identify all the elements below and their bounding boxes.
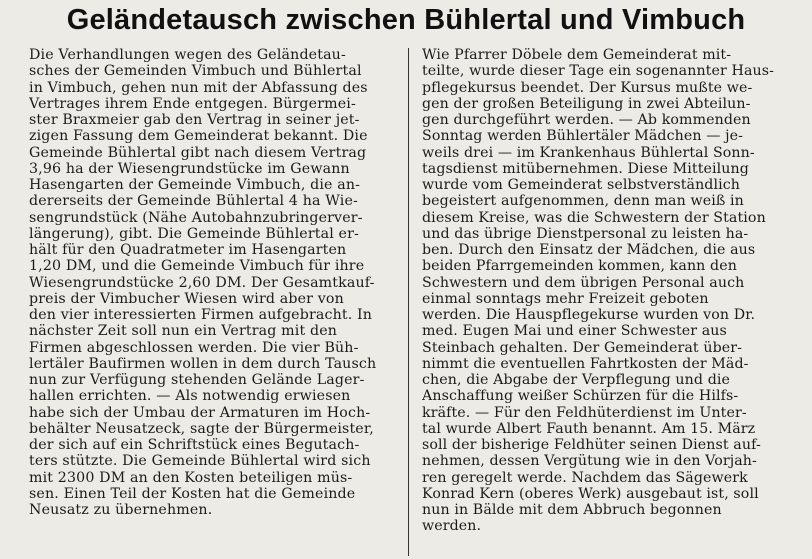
article-line-left: hallen errichten. — Als notwendig erwiesen [29, 388, 351, 405]
article-line-right: wurde vom Gemeinderat selbstverständlich [422, 177, 741, 193]
article-line-right: Anschaffung weißer Schürzen für die Hilfs- [422, 388, 739, 405]
article-line-right: und das übrige Dienstpersonal zu leisten ha- [422, 225, 749, 242]
article-line-right: med. Eugen Mai und einer Schwester aus [422, 323, 727, 340]
article-line-right: Steinbach gehalten. Der Gemeinderat über- [422, 339, 743, 356]
article-line-left: Vertrages ihrem Ende entgegen. Bürgermei- [29, 95, 356, 112]
article-line-left: den vier interessierten Firmen aufgebracht. In [29, 307, 373, 323]
article-line-left: sches der Gemeinden Vimbuch und Bühlertal [29, 63, 362, 80]
article-line-left: habe sich der Umbau der Armaturen im Hoch- [29, 404, 371, 421]
article-line-left: 3,96 ha der Wiesengrundstücke im Gewann [29, 160, 350, 177]
article-line-left: nun zur Verfügung stehenden Gelände Lager- [29, 372, 365, 388]
article-column-right [422, 47, 792, 535]
article-line-right: beiden Pfarrgemeinden kommen, kann den [422, 258, 737, 275]
article-line-right: diesem Kreise, was die Schwestern der Station [422, 209, 766, 226]
article-line-right: Sonntag werden Bühlertäler Mädchen — je- [422, 128, 744, 145]
article-line-left: Die Verhandlungen wegen des Geländetau- [29, 47, 346, 63]
article-line-left: preis der Vimbucher Wiesen wird aber von [29, 290, 344, 307]
article-line-left: lertäler Baufirmen wollen in dem durch Tausch [29, 355, 377, 372]
article-line-left: ster Braxmeier gab den Vertrag in seiner jet- [29, 112, 360, 128]
article-line-right: nimmt die eventuellen Fahrtkosten der Mäd- [422, 355, 749, 372]
article-line-right: kräfte. — Für den Feldhüterdienst im Unter- [422, 404, 747, 421]
article-line-right: werden. Die Hauspflegekurse wurden von Dr. [422, 307, 756, 323]
article-line-right: tal wurde Albert Fauth benannt. Am 15. März [422, 420, 756, 437]
article-line-right: ren geregelt werde. Nachdem das Sägewerk [422, 469, 748, 486]
article-line-left: Firmen abgeschlossen werden. Die vier Büh- [29, 339, 359, 356]
article-line-right: soll der bisherige Feldhüter seinen Dienst auf- [422, 437, 761, 453]
article-line-left: dererseits der Gemeinde Bühlertal 4 ha Wie- [29, 193, 358, 210]
article-line-left: in Vimbuch, gehen nun mit der Abfassung des [29, 79, 368, 96]
article-line-left: behälter Neusatzeck, sagte der Bürgermeister, [29, 420, 374, 437]
article-line-right: tagsdienst mitübernehmen. Diese Mitteilung [422, 160, 749, 177]
article-line-right: chen, die Abgabe der Verpflegung und die [422, 372, 731, 388]
column-divider [408, 48, 409, 556]
article-line-left: Neusatz zu übernehmen. [29, 502, 213, 518]
article-line-left: ters stützte. Die Gemeinde Bühlertal wird sich [29, 453, 371, 470]
article-line-right: Schwestern und dem übrigen Personal auch [422, 274, 745, 291]
article-column-left [29, 47, 400, 518]
article-line-right: teilte, wurde dieser Tage ein sogenannter Haus- [422, 63, 775, 80]
article-line-right: Konrad Kern (oberes Werk) ausgebaut ist, soll [422, 485, 759, 502]
article-line-left: sen. Einen Teil der Kosten hat die Gemeinde [29, 485, 356, 502]
article-line-left: längerung), gibt. Die Gemeinde Bühlertal er- [29, 225, 359, 242]
article-line-left: hält für den Quadratmeter im Hasengarten [29, 242, 347, 258]
headline: Geländetausch zwischen Bühlertal und Vimbuch [66, 4, 746, 36]
article-line-right: pflegekursus beendet. Der Kursus mußte we- [422, 79, 753, 96]
article-line-left: nächster Zeit soll nun ein Vertrag mit den [29, 323, 338, 340]
article-line-left: sengrundstück (Nähe Autobahnzubringerver- [29, 209, 363, 226]
article-line-right: werden. [422, 518, 482, 535]
article-line-right: nehmen, dessen Vergütung wie in den Vorjah- [422, 453, 757, 470]
article-line-right: ben. Durch den Einsatz der Mädchen, die aus [422, 242, 756, 258]
article-line-right: gen der großen Beteiligung in zwei Abteilun- [422, 95, 751, 112]
article-line-right: Wie Pfarrer Döbele dem Gemeinderat mit- [422, 47, 732, 63]
article-line-right: weils drei — im Krankenhaus Bühlertal Sonn- [422, 144, 755, 161]
article-line-left: 1,20 DM, und die Gemeinde Vimbuch für ihre [29, 258, 365, 275]
article-line-right: gen durchgeführt werden. — Ab kommenden [422, 112, 751, 128]
article-line-right: nun in Bälde mit dem Abbruch begonnen [422, 502, 722, 518]
article-line-right: begeistert aufgenommen, denn man weiß in [422, 193, 744, 210]
article-line-left: mit 2300 DM an den Kosten beteiligen müs- [29, 469, 353, 486]
article-line-left: der sich auf ein Schriftstück eines Begutach- [29, 437, 360, 453]
article-line-left: Hasengarten der Gemeinde Vimbuch, die an- [29, 177, 361, 193]
article-line-right: einmal sonntags mehr Freizeit geboten [422, 290, 709, 307]
article-line-left: Gemeinde Bühlertal gibt nach diesem Vertrag [29, 144, 367, 161]
article-line-left: Wiesengrundstücke 2,60 DM. Der Gesamtkauf- [29, 274, 375, 291]
article-line-left: zigen Fassung dem Gemeinderat bekannt. Die [29, 128, 368, 145]
